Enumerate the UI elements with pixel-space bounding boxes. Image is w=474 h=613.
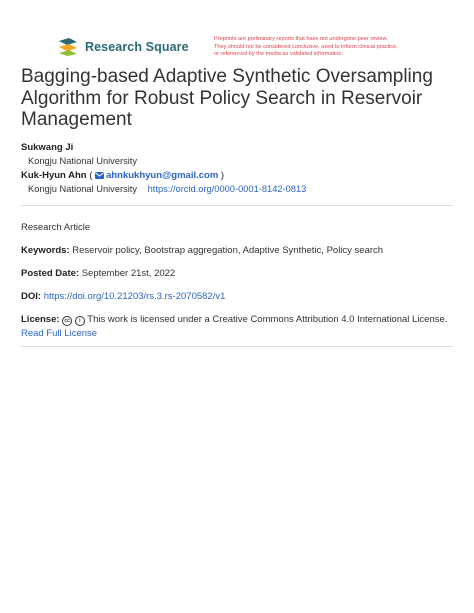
research-square-logo[interactable] [57,38,189,56]
paren-close: ) [218,170,225,181]
keywords-label: Keywords: [21,245,70,256]
orcid-link[interactable]: https://orcid.org/0000-0001-8142-0813 [147,184,307,194]
header [0,34,474,60]
paper-title [21,66,461,131]
title-line: Management [21,109,132,130]
author-name: Kuk-Hyun Ahn [21,170,87,181]
divider [21,205,453,206]
cc-icon: cc [62,316,72,326]
disclaimer-line: They should not be considered conclusive, used to inform clinical practice, [214,43,398,50]
doi-label: DOI: [21,291,42,302]
mail-icon [95,172,104,179]
author-affiliation: Kongju National University [28,184,138,194]
author-name: Sukwang Ji [21,142,74,153]
disclaimer-line: or referenced by the media as validated information. [214,51,344,58]
license-text: This work is licensed under a Creative Commons Attribution 4.0 International License. [87,314,448,325]
read-full-license-link[interactable]: Read Full License [21,328,98,339]
paren-open: ( [86,170,93,181]
author-affiliation: Kongju National University [28,156,138,166]
article-type: Research Article [21,222,91,233]
author-line [21,170,224,181]
author-email-link[interactable]: ahnkukhyun@gmail.com [106,170,219,181]
research-square-logo-icon [57,38,79,56]
read-license-line [21,328,97,339]
by-icon: i [75,316,85,326]
logo-text: Research Square [85,40,189,54]
title-line: Algorithm for Robust Policy Search in Reservoir [21,87,423,109]
keywords-line [21,245,383,256]
doi-link[interactable]: https://doi.org/10.21203/rs.3.rs-2070582/v1 [43,291,226,302]
disclaimer-line: Preprints are preliminary reports that have not undergone peer review. [214,36,388,42]
author-affiliation-line [28,184,306,194]
posted-date-line [21,268,175,279]
keywords-value: Reservoir policy, Bootstrap aggregation, Adaptive Synthetic, Policy search [72,245,384,256]
title-line: Bagging-based Adaptive Synthetic Oversampling [21,66,433,87]
doi-line [21,291,225,302]
license-line [21,314,447,326]
posted-date-label: Posted Date: [21,268,80,279]
divider [21,346,453,347]
preprint-disclaimer [214,36,454,59]
license-label: License: [21,314,60,325]
posted-date-value: September 21st, 2022 [81,268,176,279]
